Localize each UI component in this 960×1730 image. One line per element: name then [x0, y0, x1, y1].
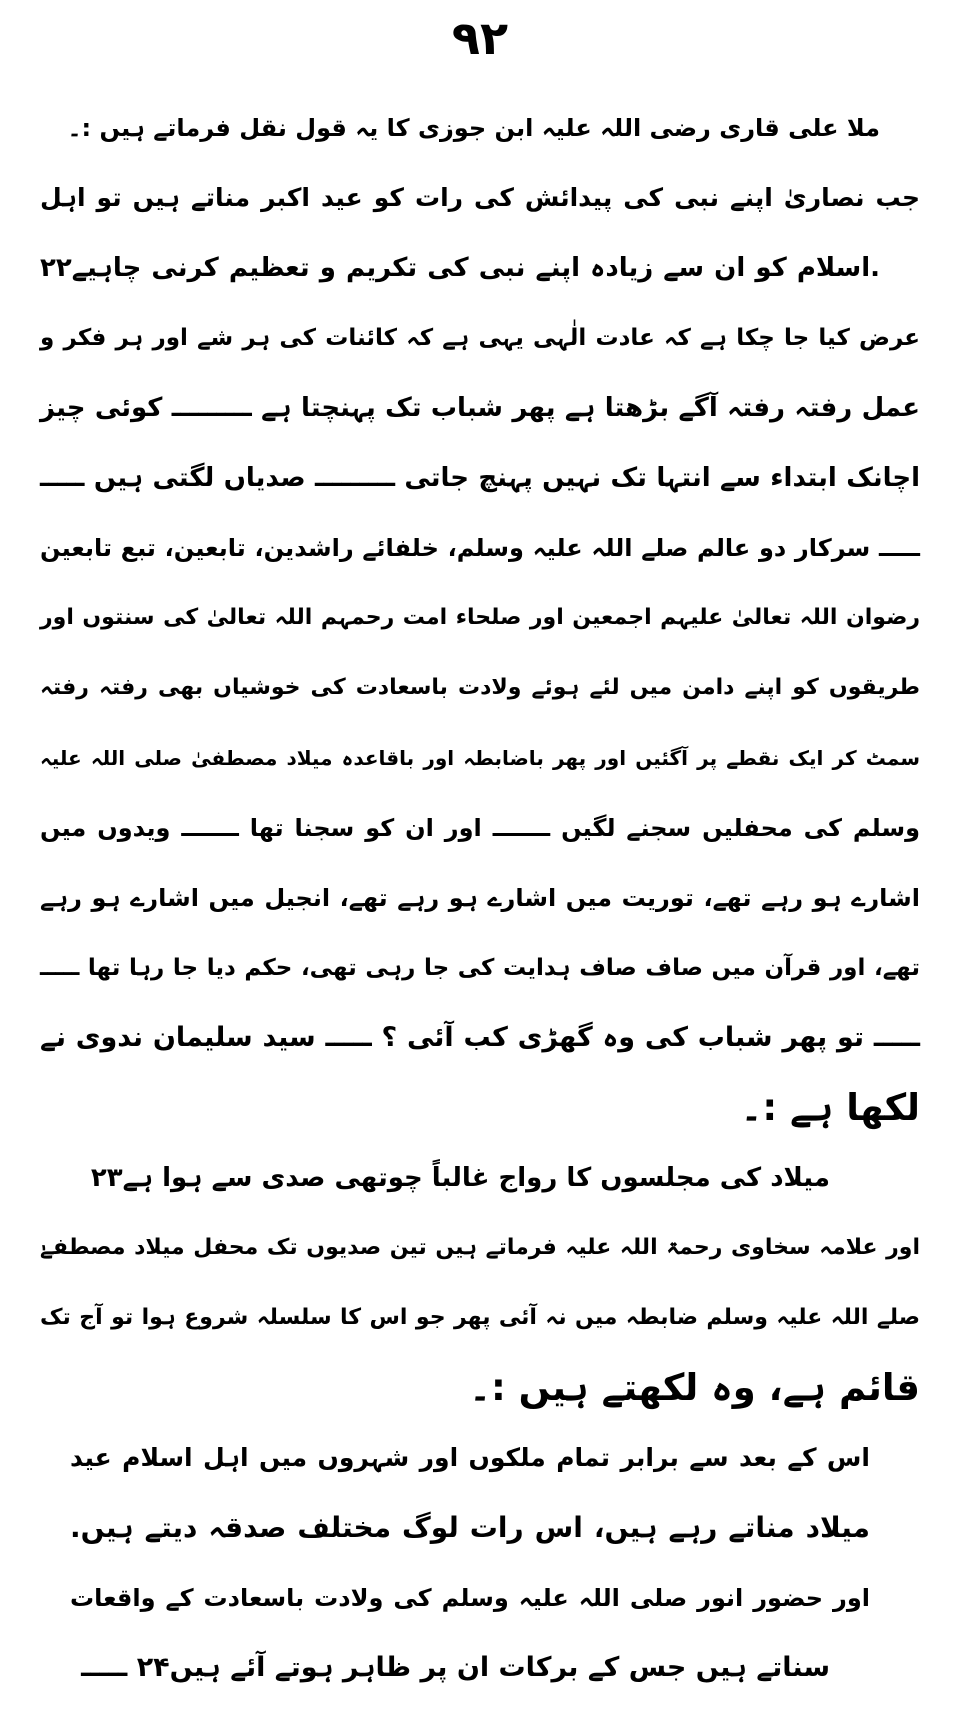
text-line: ـــــ تو پھر شباب کی وہ گھڑی کب آئی ؟ ـــــ سید سلیمان ندوی نے [40, 1022, 920, 1053]
text-line: عمل رفتہ رفتہ آگے بڑھتا ہے پھر شباب تک پہنچتا ہے ـــــــــ کوئی چیز [40, 393, 920, 423]
text-line: طریقوں کو اپنے دامن میں لئے ہوئے ولادت باسعادت کی خوشیاں بھی رفتہ رفتہ [40, 675, 920, 700]
text-line: قائم ہے، وہ لکھتے ہیں :۔ [469, 1366, 920, 1409]
text-line: جب نصاریٰ اپنے نبی کی پیدائش کی رات کو عید اکبر مناتے ہیں تو اہل [40, 183, 920, 212]
quote-line: میلاد مناتے رہے ہیں، اس رات لوگ مختلف صدقہ دیتے ہیں. [70, 1511, 870, 1544]
text-line: لکھا ہے :۔ [740, 1086, 920, 1129]
quote-line: میلاد کی مجلسوں کا رواج غالباً چوتھی صدی سے ہوا ہے۲۳ [90, 1163, 830, 1193]
text-line: اشارے ہو رہے تھے، توریت میں اشارے ہو رہے تھے، انجیل میں اشارے ہو رہے [40, 884, 920, 912]
text-line: سمٹ کر ایک نقطے پر آگئیں اور پھر باضابطہ اور باقاعدہ میلاد مصطفیٰ صلی اللہ علیہ [40, 746, 920, 770]
page-number: ۹۲ [451, 11, 509, 65]
text-line: اور علامہ سخاوی رحمۃ اللہ علیہ فرماتے ہیں تین صدیوں تک محفل میلاد مصطفےٰ [40, 1235, 920, 1260]
text-line: عرض کیا جا چکا ہے کہ عادت الٰہی یہی ہے کہ کائنات کی ہر شے اور ہر فکر و [40, 325, 920, 351]
text-line: تھے، اور قرآن میں صاف صاف ہدایت کی جا رہی تھی، حکم دیا جا رہا تھا ـــــ [40, 955, 920, 981]
text-line: رضوان اللہ تعالیٰ علیہم اجمعین اور صلحاء امت رحمہم اللہ تعالیٰ کی سنتوں اور [40, 605, 920, 630]
quote-line: سناتے ہیں جس کے برکات ان پر ظاہر ہوتے آئے ہیں۲۴ ـــــ [81, 1652, 830, 1683]
text-line: ملا علی قاری رضی اللہ علیہ ابن جوزی کا یہ قول نقل فرماتے ہیں :۔ [67, 114, 880, 142]
text-line: اچانک ابتداء سے انتہا تک نہیں پہنچ جاتی ـــــــــ صدیاں لگتی ہیں ـــــ [40, 463, 920, 493]
quote-line: اس کے بعد سے برابر تمام ملکوں اور شہروں میں اہل اسلام عید [70, 1443, 870, 1472]
text-line: صلے اللہ علیہ وسلم ضابطہ میں نہ آئی پھر جو اس کا سلسلہ شروع ہوا تو آج تک [40, 1305, 920, 1330]
text-line: وسلم کی محفلیں سجنے لگیں ـــــــ اور ان کو سجنا تھا ـــــــ ویدوں میں [40, 814, 920, 842]
quote-line: اور حضور انور صلی اللہ علیہ وسلم کی ولادت باسعادت کے واقعات [70, 1584, 870, 1612]
text-line: ـــــ سرکار دو عالم صلے اللہ علیہ وسلم، خلفائے راشدین، تابعین، تبع تابعین [40, 534, 920, 562]
text-line: .اسلام کو ان سے زیادہ اپنے نبی کی تکریم و تعظیم کرنی چاہیے۲۲ [40, 253, 880, 283]
